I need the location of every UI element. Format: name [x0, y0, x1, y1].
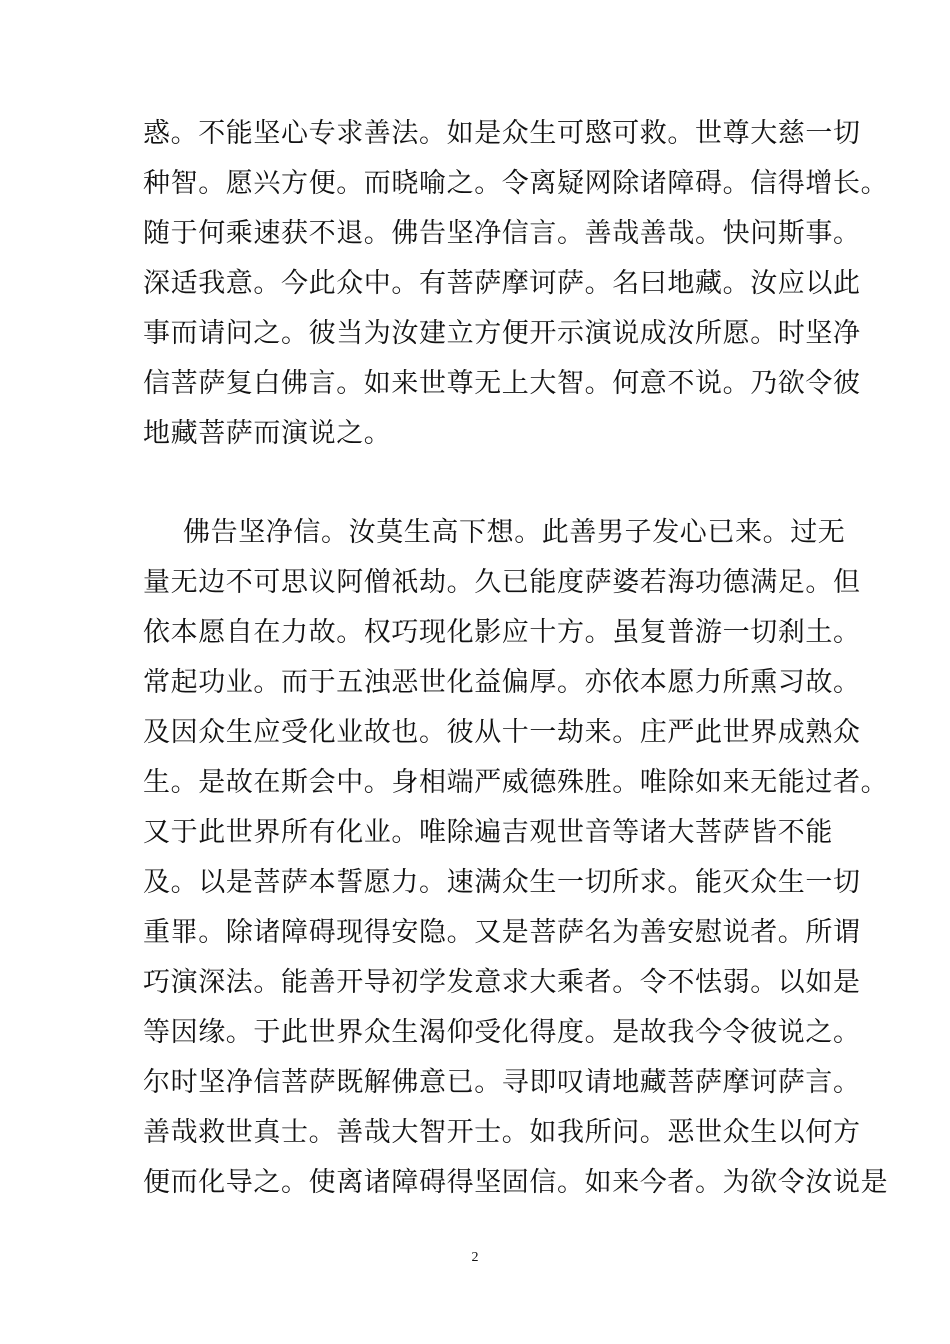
text-line: 便而化导之。使离诸障碍得坚固信。如来今者。为欲令汝说是: [143, 1167, 889, 1198]
text-line: 等因缘。于此世界众生渴仰受化得度。是故我今令彼说之。: [143, 1017, 861, 1048]
text-line: 惑。不能坚心专求善法。如是众生可愍可救。世尊大慈一切: [143, 118, 861, 149]
text-line: 种智。愿兴方便。而晓喻之。令离疑网除诸障碍。信得增长。: [143, 168, 889, 199]
text-line: 又于此世界所有化业。唯除遍吉观世音等诸大菩萨皆不能: [143, 817, 833, 848]
text-line: 佛告坚净信。汝莫生高下想。此善男子发心已来。过无: [183, 517, 846, 548]
text-line: 事而请问之。彼当为汝建立方便开示演说成汝所愿。时坚净: [143, 318, 861, 349]
text-line: 随于何乘速获不退。佛告坚净信言。善哉善哉。快问斯事。: [143, 218, 861, 249]
text-line: 常起功业。而于五浊恶世化益偏厚。亦依本愿力所熏习故。: [143, 667, 861, 698]
text-line: 信菩萨复白佛言。如来世尊无上大智。何意不说。乃欲令彼: [143, 368, 861, 399]
text-line: 尔时坚净信菩萨既解佛意已。寻即叹请地藏菩萨摩诃萨言。: [143, 1067, 861, 1098]
text-line: 善哉救世真士。善哉大智开士。如我所问。恶世众生以何方: [143, 1117, 861, 1148]
text-line: 量无边不可思议阿僧祇劫。久已能度萨婆若海功德满足。但: [143, 567, 861, 598]
page-number: 2: [471, 1250, 479, 1265]
text-line: 巧演深法。能善开导初学发意求大乘者。令不怯弱。以如是: [143, 967, 861, 998]
text-line: 及。以是菩萨本誓愿力。速满众生一切所求。能灭众生一切: [143, 867, 861, 898]
text-line: 深适我意。今此众中。有菩萨摩诃萨。名曰地藏。汝应以此: [143, 268, 861, 299]
text-line: 重罪。除诸障碍现得安隐。又是菩萨名为善安慰说者。所谓: [143, 917, 861, 948]
text-line: 依本愿自在力故。权巧现化影应十方。虽复普游一切刹土。: [143, 617, 861, 648]
text-line: 生。是故在斯会中。身相端严威德殊胜。唯除如来无能过者。: [143, 767, 889, 798]
text-line: 地藏菩萨而演说之。: [143, 418, 392, 449]
text-line: 及因众生应受化业故也。彼从十一劫来。庄严此世界成熟众: [143, 717, 861, 748]
